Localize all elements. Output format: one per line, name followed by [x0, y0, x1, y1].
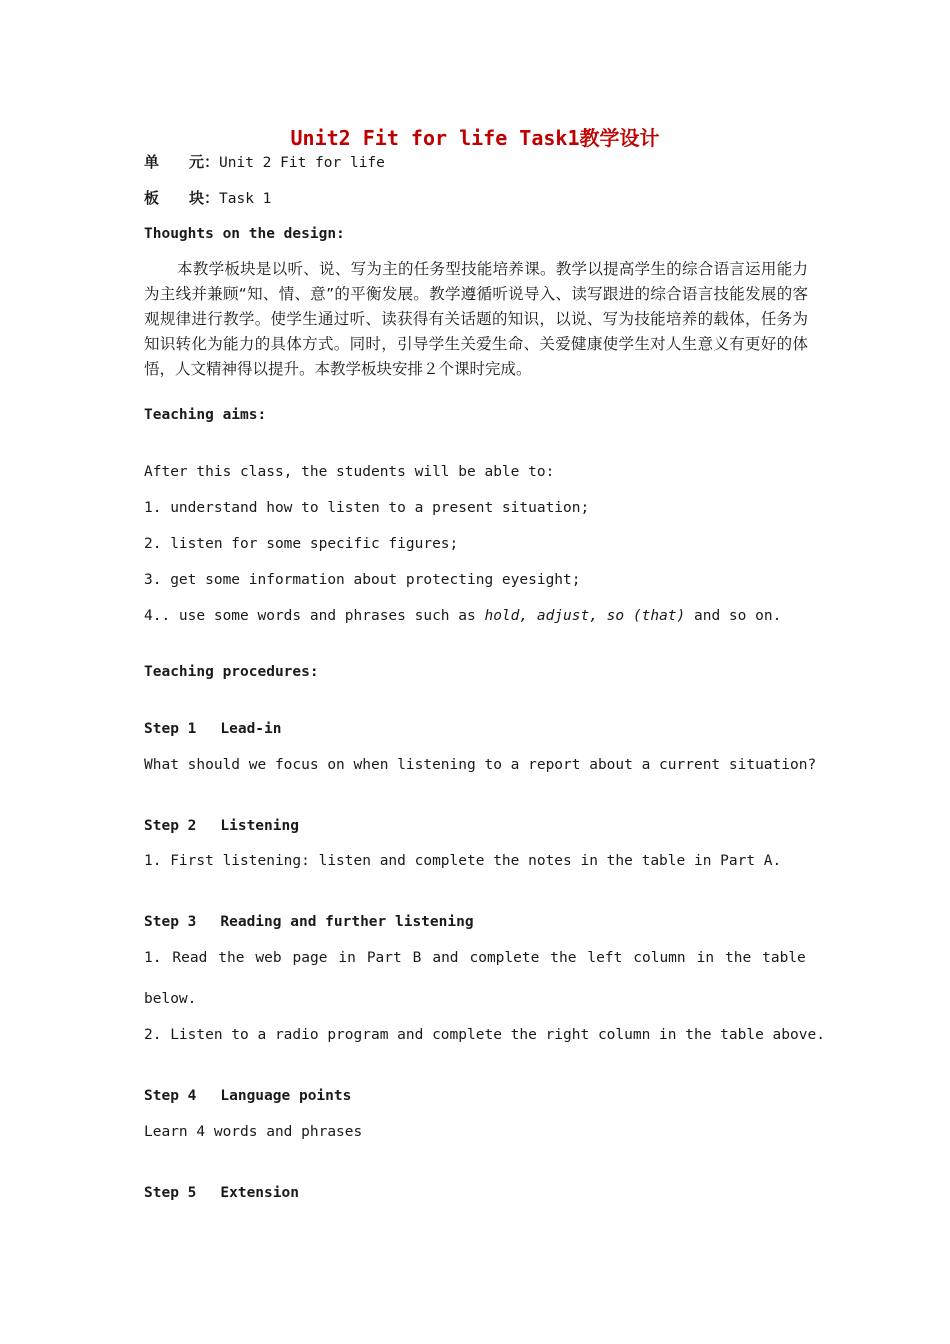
step-5-label: Step 5	[144, 1185, 197, 1201]
step-3-word: the	[725, 950, 752, 966]
step-1-title: Lead-in	[220, 721, 282, 737]
step-2-line-1: 1. First listening: listen and complete the notes in the table in Part A.	[144, 853, 782, 869]
step-5-heading	[144, 1183, 299, 1203]
step-4-heading	[144, 1086, 351, 1106]
step-3-word: in	[696, 950, 715, 966]
step-2-heading	[144, 816, 299, 836]
step-3-word: B	[412, 950, 422, 966]
aims-intro: After this class, the students will be able to:	[144, 464, 555, 480]
aims-item-4-prefix: 4.. use some words and phrases such as	[144, 608, 485, 624]
step-3-word: Part	[366, 950, 402, 966]
aims-item-4-italic: hold, adjust, so (that)	[484, 608, 686, 624]
step-3-word: page	[292, 950, 328, 966]
step-3-word: left	[587, 950, 623, 966]
step-4-title: Language points	[220, 1088, 352, 1104]
step-3-word: Read	[172, 950, 208, 966]
step-2-title: Listening	[220, 818, 299, 834]
block-value: Task 1	[219, 191, 272, 207]
aims-item-3: 3. get some information about protecting eyesight;	[144, 572, 581, 588]
step-3-word: and	[432, 950, 459, 966]
step-3-line-1-cont: below.	[144, 991, 197, 1007]
procedures-heading: Teaching procedures:	[144, 664, 319, 680]
step-3-word: column	[633, 950, 686, 966]
aims-item-4	[144, 606, 781, 626]
step-4-label: Step 4	[144, 1088, 197, 1104]
step-1-label: Step 1	[144, 721, 197, 737]
step-3-line-1	[144, 948, 806, 968]
step-3-label: Step 3	[144, 914, 197, 930]
step-1-line-1: What should we focus on when listening to a report about a current situation?	[144, 757, 817, 773]
block-label: 板 块：	[144, 189, 220, 207]
step-3-heading	[144, 912, 474, 932]
unit-label: 单 元：	[144, 153, 220, 171]
step-3-word: the	[218, 950, 245, 966]
step-3-word: table	[762, 950, 806, 966]
step-2-label: Step 2	[144, 818, 197, 834]
aims-item-1: 1. understand how to listen to a present situation;	[144, 500, 590, 516]
step-3-line-2: 2. Listen to a radio program and complete the right column in the table above.	[144, 1027, 825, 1043]
block-row	[144, 188, 271, 209]
step-3-title: Reading and further listening	[220, 914, 474, 930]
design-heading: Thoughts on the design:	[144, 226, 345, 242]
aims-item-2: 2. listen for some specific figures;	[144, 536, 459, 552]
step-3-word: web	[255, 950, 282, 966]
step-3-word: complete	[469, 950, 540, 966]
document-title: Unit2 Fit for life Task1教学设计	[290, 126, 660, 150]
step-3-word: the	[550, 950, 577, 966]
aims-item-4-suffix: and so on.	[685, 608, 782, 624]
unit-value: Unit 2 Fit for life	[219, 155, 385, 171]
unit-row	[144, 152, 385, 173]
step-1-heading	[144, 719, 282, 739]
step-3-word: in	[338, 950, 356, 966]
step-5-title: Extension	[220, 1185, 299, 1201]
step-4-line-1: Learn 4 words and phrases	[144, 1124, 363, 1140]
aims-heading: Teaching aims:	[144, 407, 267, 423]
step-3-word: 1.	[144, 950, 162, 966]
design-paragraph: 本教学板块是以听、说、写为主的任务型技能培养课。教学以提高学生的综合语言运用能力为主线并兼顾“知、情、意”的平衡发展。教学遵循听说导入、读写跟进的综合语言技能发展的客观规律进行教学。使学生通过听、读获得有关话题的知识，以说、写为技能培养的载体，任务为知识转化为能力的具体方式。同时，引导学生关爱生命、关爱健康使学生对人生意义有更好的体悟，人文精神得以提升。本教学板块安排２个课时完成。	[144, 260, 808, 378]
